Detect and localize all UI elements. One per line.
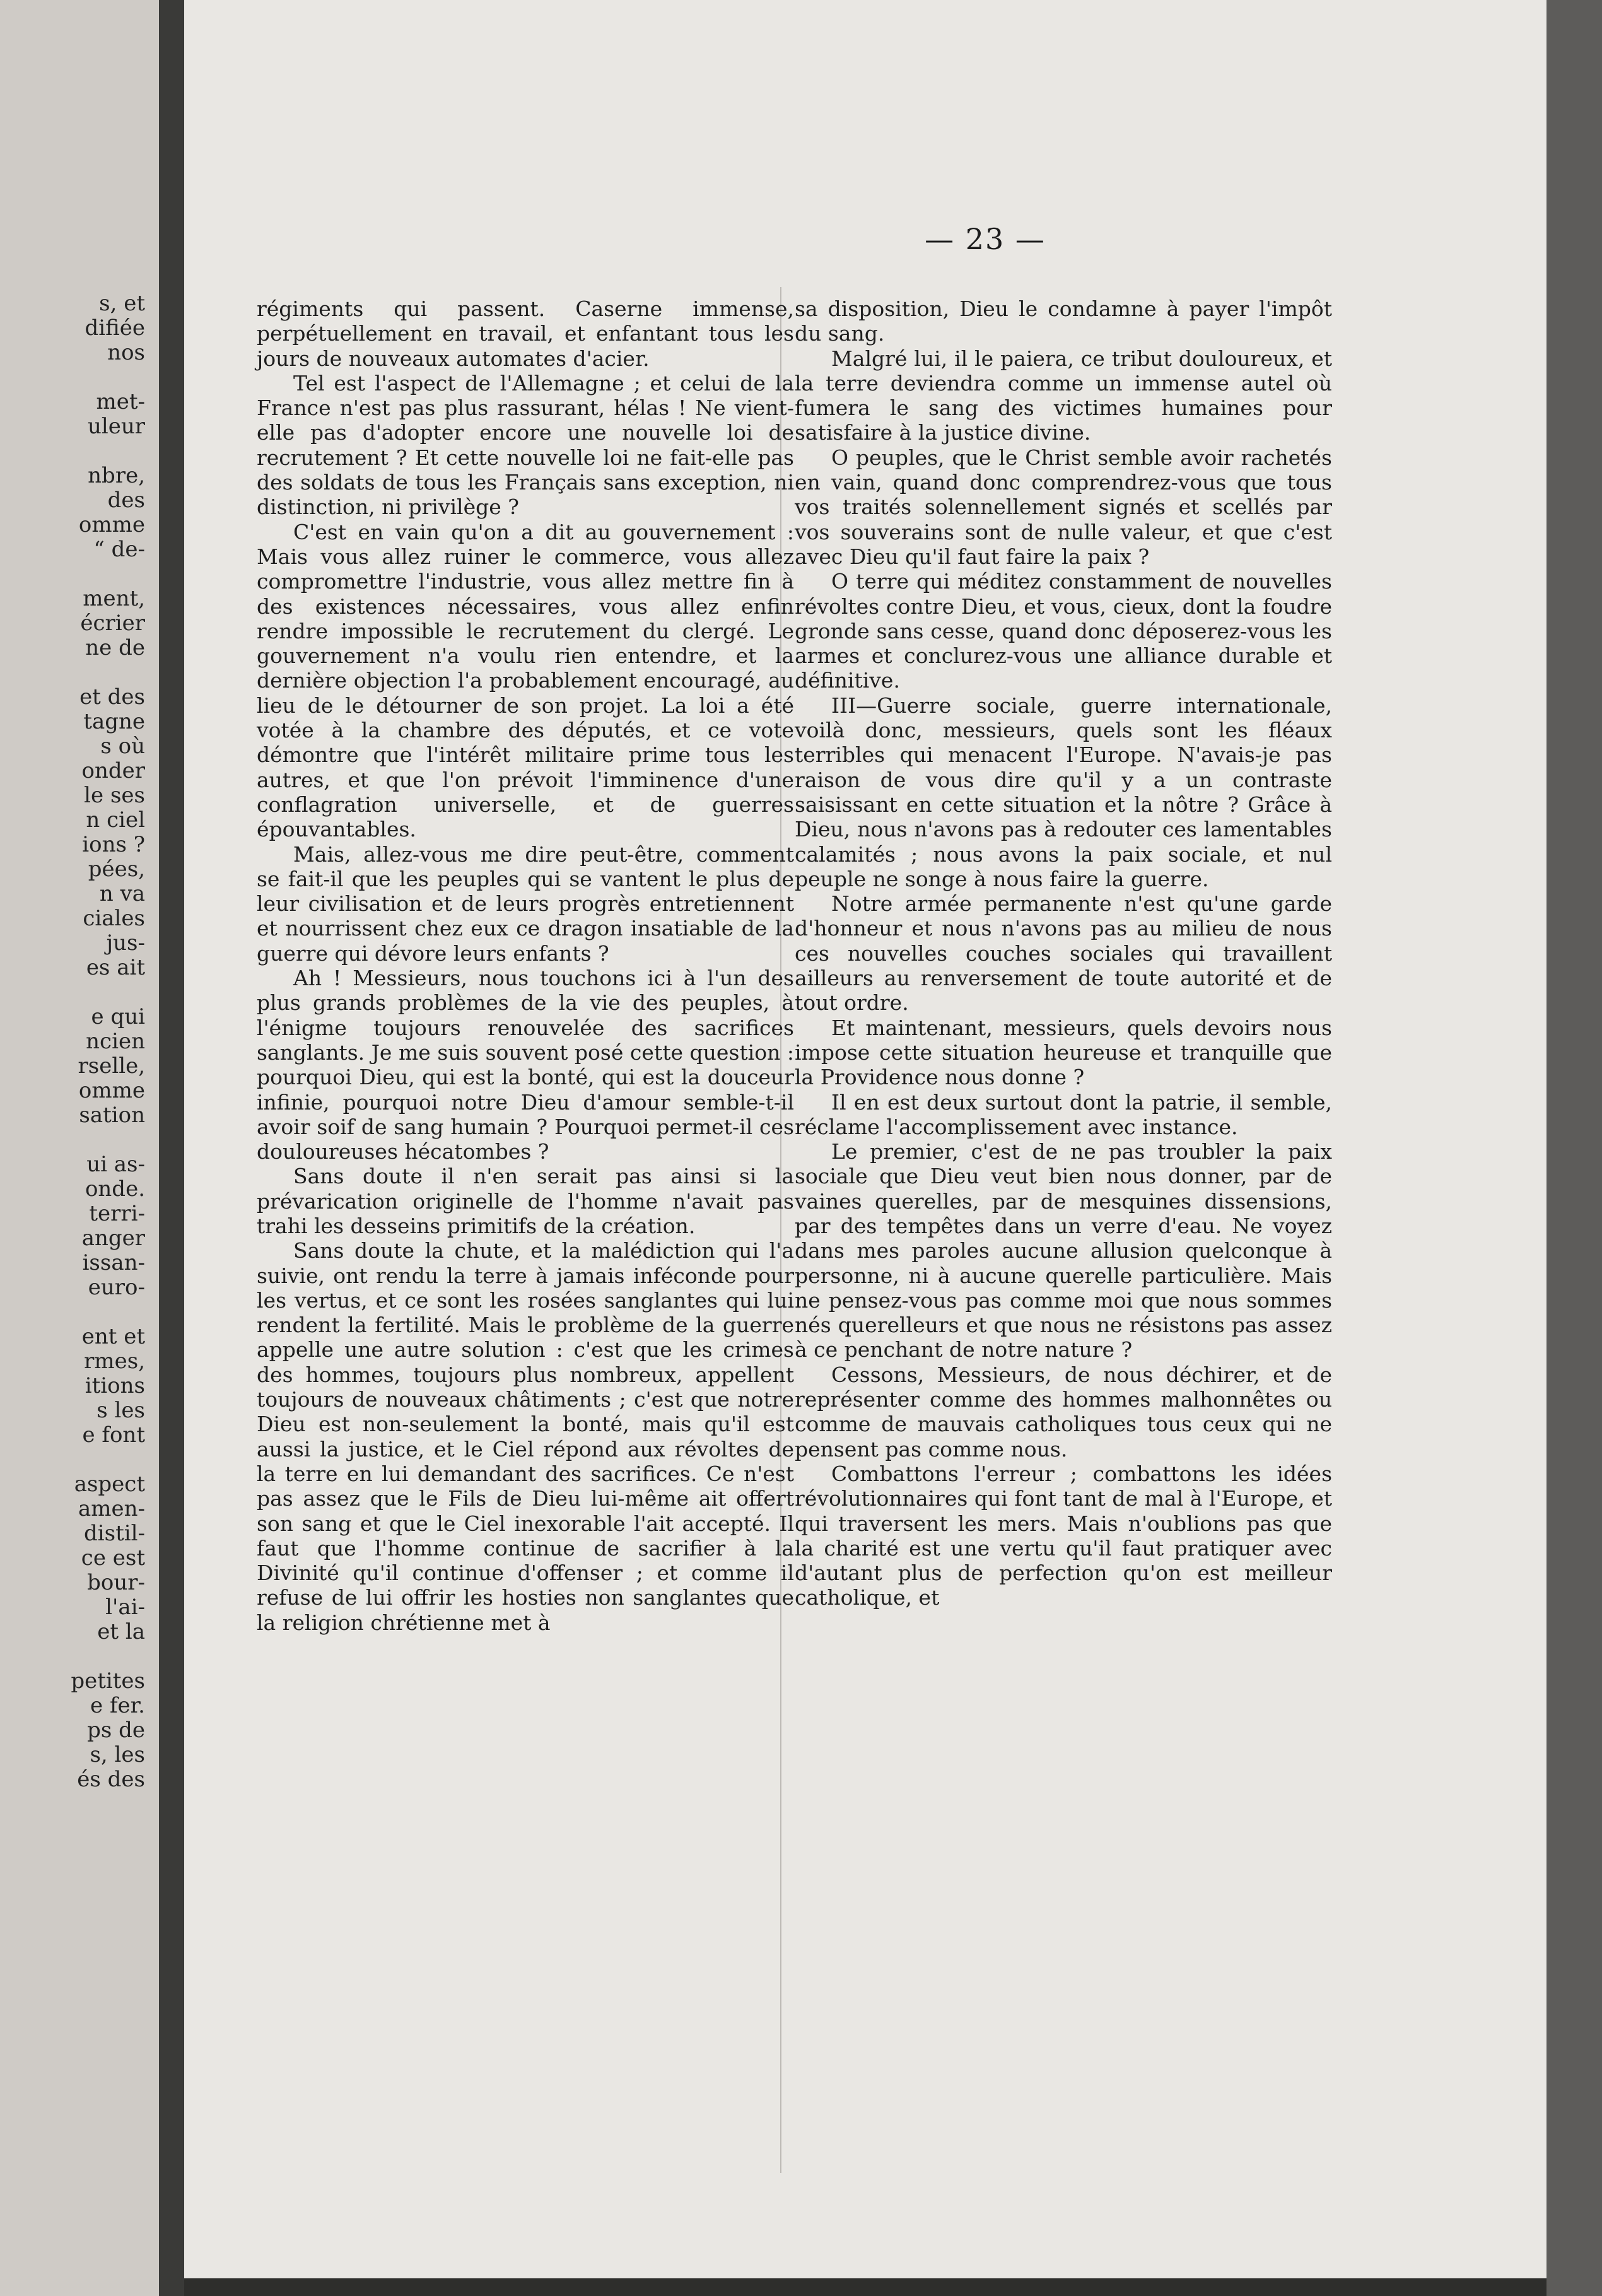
paragraph: Et maintenant, messieurs, quels devoirs nous impose cette situation heureuse et tranquille que la Providence nous donne ? [795,1015,1332,1090]
page [184,0,1546,2278]
previous-page-line: rmes, [84,1349,145,1374]
previous-page-line: e fer. [90,1693,145,1718]
previous-page-line: s, les [90,1742,145,1767]
previous-page-line: és des [77,1767,145,1792]
previous-page-line: l'ai- [105,1595,145,1620]
paragraph: Combattons l'erreur ; combattons les idées révolutionnaires qui font tant de mal à l'Europe, et qui traversent les mers. Mais n'oublions pas que la charité est une vertu qu'il faut pratiquer avec d'autant plus de perfection qu'on est meilleur catholique, et [795,1461,1332,1610]
left-column [257,296,794,1635]
previous-page-line: s, et [99,291,145,316]
paragraph: Ah ! Messieurs, nous touchons ici à l'un des plus grands problèmes de la vie des peuples, à l'énigme toujours renouvelée des sacrifices sanglants. Je me suis souvent posé cette question : pourquoi Dieu, qui est la bonté, qui est la douceur infinie, pourquoi notre Dieu d'amour semble-t-il avoir soif de sang humain ? Pourquoi permet-il ces douloureuses hécatombes ? [257,966,794,1164]
previous-page-line: issan- [82,1250,145,1275]
previous-page-line: écrier [80,611,145,636]
previous-page-line: es ait [86,955,145,980]
previous-page-line: bour- [87,1570,145,1595]
previous-page-line [0,1300,145,1325]
paragraph: Mais, allez-vous me dire peut-être, comment se fait-il que les peuples qui se vantent le plus de leur civilisation et de leurs progrès entretiennent et nourrissent chez eux ce dragon insatiable de la guerre qui dévore leurs enfants ? [257,841,794,966]
previous-page-line: ps de [87,1718,145,1743]
previous-page-line: jus- [106,930,145,956]
previous-page-line: et la [97,1619,145,1644]
previous-page-line [0,365,145,390]
previous-page-line: et des [79,684,145,710]
previous-page-line: ment, [83,586,145,611]
previous-page-line: nbre, [88,463,145,488]
previous-page-line [0,660,145,685]
previous-page-line: amen- [78,1496,145,1521]
previous-page-line: euro- [88,1275,145,1300]
previous-page-line: met- [96,389,145,414]
previous-page-line [0,1448,145,1472]
previous-page-line: n va [99,881,145,906]
book-gutter [159,0,184,2296]
paragraph: régiments qui passent. Caserne immense, perpétuellement en travail, et enfantant tous les jours de nouveaux automates d'acier. [257,296,794,371]
paragraph: III—Guerre sociale, guerre internationale, voilà donc, messieurs, quels sont les fléaux terribles qui menacent l'Europe. N'avais-je pas raison de vous dire qu'il y a un contraste saisissant en cette situation et la nôtre ? Grâce à Dieu, nous n'avons pas à redouter ces lamentables calamités ; nous avons la paix sociale, et nul peuple ne songe à nous faire la guerre. [795,693,1332,891]
previous-page-line [0,1128,145,1152]
previous-page-line: omme [78,1078,145,1103]
paragraph: Sans doute il n'en serait pas ainsi si la prévarication originelle de l'homme n'avait pas trahi les desseins primitifs de la création. [257,1164,794,1238]
previous-page-line [0,980,145,1005]
previous-page-line: uleur [87,414,145,439]
paragraph: O terre qui méditez constamment de nouvelles révoltes contre Dieu, et vous, cieux, dont la foudre gronde sans cesse, quand donc déposerez-vous les armes et conclurez-vous une alliance durable et définitive. [795,569,1332,693]
previous-page-line: pées, [88,857,145,882]
previous-page-line: nos [107,340,145,365]
previous-page-line: sation [79,1103,145,1128]
paragraph: Sans doute la chute, et la malédiction qui l'a suivie, ont rendu la terre à jamais inféconde pour les vertus, et ce sont les rosées sanglantes qui lui rendent la fertilité. Mais le problème de la guerre appelle une autre solution : c'est que les crimes des hommes, toujours plus nombreux, appellent toujours de nouveaux châtiments ; c'est que notre Dieu est non-seulement la bonté, mais qu'il est aussi la justice, et le Ciel répond aux révoltes de la terre en lui demandant des sacrifices. Ce n'est pas assez que le Fils de Dieu lui-même ait offert son sang et que le Ciel inexorable l'ait accepté. Il faut que l'homme continue de sacrifier à la Divinité qu'il continue d'offenser ; et comme il refuse de lui offrir les hosties non sanglantes que la religion chrétienne met à [257,1238,794,1635]
previous-page-line: s où [100,734,145,759]
previous-page-line: ent et [81,1324,145,1349]
paragraph: O peuples, que le Christ semble avoir rachetés en vain, quand donc comprendrez-vous que tous vos traités solennellement signés et scellés par vos souverains sont de nulle valeur, et que c'est avec Dieu qu'il faut faire la paix ? [795,445,1332,569]
paragraph: Malgré lui, il le paiera, ce tribut douloureux, et la terre deviendra comme un immense autel où fumera le sang des victimes humaines pour satisfaire à la justice divine. [795,346,1332,445]
previous-page-line: ciales [83,906,145,931]
right-column [795,296,1332,1610]
page-number: — 23 — [925,222,1046,256]
previous-page-line: e qui [91,1004,145,1029]
previous-page-line: terri- [89,1201,145,1226]
previous-page-line: tagne [83,709,145,734]
previous-page-line: le ses [84,783,145,808]
previous-page-line: s les [96,1398,145,1423]
paragraph: C'est en vain qu'on a dit au gouvernement : Mais vous allez ruiner le commerce, vous allez compromettre l'industrie, vous allez mettre fin à des existences nécessaires, vous allez enfin rendre impossible le recrutement du clergé. Le gouvernement n'a voulu rien entendre, et la dernière objection l'a probablement encouragé, au lieu de le détourner de son projet. La loi a été votée à la chambre des députés, et ce vote démontre que l'intérêt militaire prime tous les autres, et que l'on prévoit l'imminence d'une conflagration universelle, et de guerres épouvantables. [257,519,794,842]
previous-page-line: e font [82,1422,145,1448]
page-edge-shadow [1546,0,1602,2296]
previous-page-line: anger [81,1226,145,1251]
previous-page-line: rselle, [78,1053,145,1079]
paragraph: Cessons, Messieurs, de nous déchirer, et de représenter comme des hommes malhonnêtes ou comme de mauvais catholiques tous ceux qui ne pensent pas comme nous. [795,1362,1332,1461]
previous-page-line: aspect [74,1472,145,1497]
previous-page-line: itions [85,1373,145,1398]
paragraph: Notre armée permanente n'est qu'une garde d'honneur et nous n'avons pas au milieu de nous ces nouvelles couches sociales qui travaillent ailleurs au renversement de toute autorité et de tout ordre. [795,891,1332,1016]
previous-page-line: n ciel [86,807,145,833]
paragraph: Il en est deux surtout dont la patrie, il semble, réclame l'accomplissement avec instance. [795,1089,1332,1139]
previous-page-line: ncien [86,1029,145,1054]
paragraph: sa disposition, Dieu le condamne à payer l'impôt du sang. [795,296,1332,346]
previous-page-line: difiée [85,315,145,341]
paragraph: Tel est l'aspect de l'Allemagne ; et celui de la France n'est pas plus rassurant, hélas ! Ne vient-elle pas d'adopter encore une nouvelle loi de recrutement ? Et cette nouvelle loi ne fait-elle pas des soldats de tous les Français sans exception, ni distinction, ni privilège ? [257,370,794,520]
previous-page-line: ions ? [82,832,145,857]
previous-page-line: distil- [84,1521,145,1546]
previous-page-line: ui as- [86,1152,145,1177]
previous-page-line: omme [78,512,145,537]
previous-page-line: “ de- [93,537,145,562]
previous-page-edge [0,0,159,2296]
previous-page-line [0,1644,145,1669]
previous-page-line: petites [71,1668,145,1694]
previous-page-text [0,291,145,1792]
previous-page-line [0,562,145,587]
previous-page-line: des [107,488,145,513]
paragraph: Le premier, c'est de ne pas troubler la paix sociale que Dieu veut bien nous donner, par de vaines querelles, par de mesquines dissensions, par des tempêtes dans un verre d'eau. Ne voyez dans mes paroles aucune allusion quelconque à personne, ni à aucune querelle particulière. Mais ne pensez-vous pas comme moi que nous sommes nés querelleurs et que nous ne résistons pas assez à ce penchant de notre nature ? [795,1139,1332,1362]
previous-page-line: onde. [85,1176,145,1202]
previous-page-line: ce est [81,1545,145,1571]
previous-page-line [0,439,145,464]
previous-page-line: ne de [85,635,145,660]
previous-page-line: onder [81,758,145,783]
